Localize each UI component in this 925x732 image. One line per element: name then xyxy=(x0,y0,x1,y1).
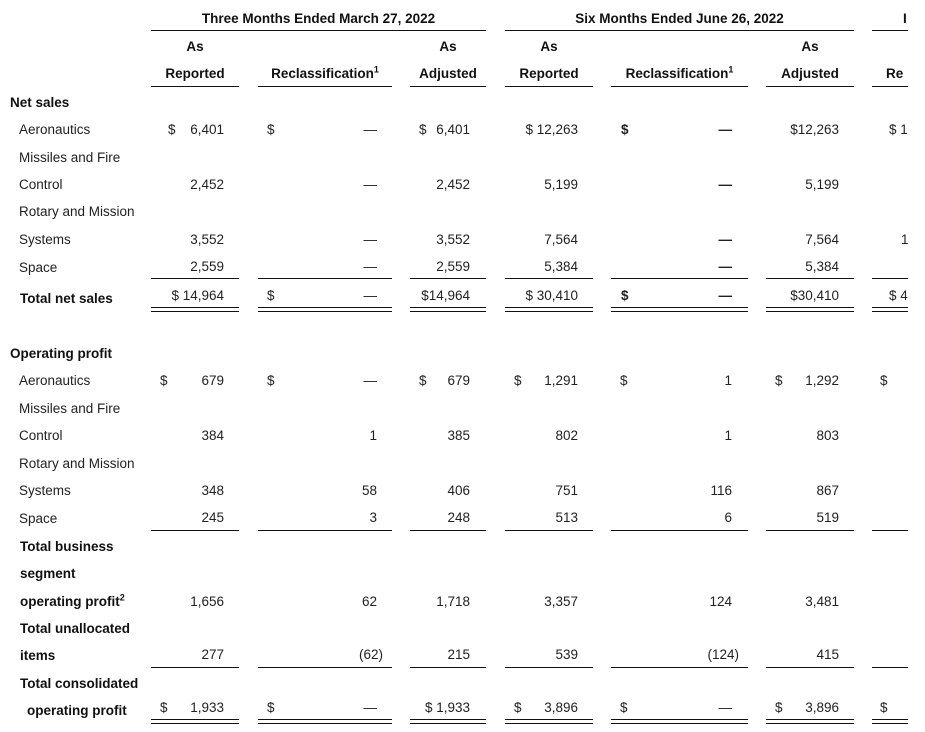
row-label: Rotary and Mission xyxy=(19,456,135,471)
cell-value: — xyxy=(718,177,732,192)
currency-symbol: $ xyxy=(160,373,168,388)
cell-value: — xyxy=(718,122,732,137)
total-double-line xyxy=(258,719,392,724)
cell-value: 2,559 xyxy=(190,259,224,274)
cell-value-total: $ 14,964 xyxy=(171,288,224,303)
cell-value: (62) xyxy=(358,647,383,662)
cell-value: 6,401 xyxy=(436,122,470,137)
cell-value: 3,552 xyxy=(190,232,224,247)
subtotal-line xyxy=(505,530,593,531)
col-header-as: As xyxy=(540,39,558,54)
col-header-reported: Reported xyxy=(165,66,225,81)
col-underline xyxy=(872,86,908,87)
cell-value: 277 xyxy=(201,647,224,662)
reclass-text: Reclassification xyxy=(625,66,729,81)
row-label: Rotary and Mission xyxy=(19,204,135,219)
col-header-adjusted: Adjusted xyxy=(781,66,839,81)
cell-value: 348 xyxy=(201,483,224,498)
subtotal-line xyxy=(258,530,392,531)
cell-value: 62 xyxy=(361,594,377,609)
row-label-total: Total consolidated xyxy=(20,676,139,691)
section-title-operating-profit: Operating profit xyxy=(10,346,112,361)
total-double-line xyxy=(151,307,239,312)
row-label-total: Total business xyxy=(20,539,114,554)
footnote-ref: 1 xyxy=(728,64,734,75)
row-label: Aeronautics xyxy=(19,373,91,388)
col-header-as: As xyxy=(801,39,819,54)
currency-symbol: $ xyxy=(168,122,176,137)
total-double-line xyxy=(872,307,908,312)
subtotal-line xyxy=(611,530,748,531)
col-header-reclassification xyxy=(611,66,748,81)
subtotal-line xyxy=(872,530,908,531)
cell-value: — xyxy=(363,373,377,388)
cell-value: 3,552 xyxy=(436,232,470,247)
total-double-line xyxy=(410,307,486,312)
section-title-net-sales: Net sales xyxy=(10,95,70,110)
cell-value: 751 xyxy=(555,483,578,498)
cell-value-total: — xyxy=(363,288,377,303)
col-header-adjusted: Adjusted xyxy=(419,66,477,81)
row-label: Missiles and Fire xyxy=(19,150,121,165)
footnote-ref: 1 xyxy=(373,64,379,75)
cell-value: 1,291 xyxy=(544,373,578,388)
cell-value: — xyxy=(363,122,377,137)
currency-symbol: $ xyxy=(621,122,629,137)
col-header-reported: Reported xyxy=(519,66,579,81)
cell-value: 679 xyxy=(201,373,224,388)
row-label-total: Total net sales xyxy=(20,291,113,306)
currency-symbol: $ xyxy=(267,122,275,137)
cell-value: 1 xyxy=(724,373,732,388)
cell-value-total: 3,896 xyxy=(805,700,839,715)
subtotal-line xyxy=(611,667,748,668)
subtotal-line xyxy=(258,667,392,668)
cell-value: 6 xyxy=(724,510,732,525)
cell-value: 2,452 xyxy=(190,177,224,192)
cell-value-total: — xyxy=(718,700,732,715)
currency-symbol: $ xyxy=(419,373,427,388)
cell-value: 384 xyxy=(201,428,224,443)
footnote-ref: 2 xyxy=(119,592,125,603)
currency-symbol: $ xyxy=(775,373,783,388)
column-group-six-months: Six Months Ended June 26, 2022 xyxy=(575,11,784,26)
cell-value: 867 xyxy=(816,483,839,498)
subtotal-line xyxy=(766,278,854,279)
cell-value: 1,656 xyxy=(190,594,224,609)
cell-value-total: $14,964 xyxy=(421,288,470,303)
cell-value: 3,357 xyxy=(544,594,578,609)
row-label-total: operating profit xyxy=(27,703,127,718)
subtotal-line xyxy=(410,667,486,668)
cell-value: 124 xyxy=(709,594,732,609)
currency-symbol: $ xyxy=(621,288,629,303)
currency-symbol: $ xyxy=(267,373,275,388)
currency-symbol: $ xyxy=(419,122,427,137)
row-label: Aeronautics xyxy=(19,122,91,137)
value-text: 12,263 xyxy=(536,122,578,137)
cell-value: 539 xyxy=(555,647,578,662)
cell-value: 803 xyxy=(816,428,839,443)
cell-value: 6,401 xyxy=(190,122,224,137)
cell-value: 5,384 xyxy=(544,259,578,274)
total-double-line xyxy=(611,719,748,724)
reclass-text: Reclassification xyxy=(271,66,374,81)
subtotal-line xyxy=(766,667,854,668)
cell-value: 248 xyxy=(447,510,470,525)
total-double-line xyxy=(872,719,908,724)
total-double-line xyxy=(410,719,486,724)
total-double-line xyxy=(611,307,748,312)
row-label-total: Total unallocated xyxy=(20,621,131,636)
currency-symbol: $ xyxy=(267,288,275,303)
col-header-reclassification xyxy=(258,66,392,81)
group-underline xyxy=(505,30,854,31)
cell-value: 385 xyxy=(447,428,470,443)
col-header-as: As xyxy=(186,39,204,54)
value-text: 1 xyxy=(900,122,908,137)
cell-value: 3 xyxy=(369,510,377,525)
total-double-line xyxy=(505,719,593,724)
col-underline xyxy=(410,86,486,87)
cell-value: 7,564 xyxy=(805,232,839,247)
cell-value: 406 xyxy=(447,483,470,498)
total-double-line xyxy=(766,307,854,312)
cell-value: — xyxy=(363,259,377,274)
cell-value: 2,559 xyxy=(436,259,470,274)
cell-value: 245 xyxy=(201,510,224,525)
row-label-total xyxy=(20,594,125,609)
row-label-total: segment xyxy=(20,566,76,581)
subtotal-line xyxy=(766,530,854,531)
cell-value: 58 xyxy=(361,483,377,498)
subtotal-line xyxy=(505,278,593,279)
cell-value: 2,452 xyxy=(436,177,470,192)
row-label: Systems xyxy=(19,232,71,247)
subtotal-line xyxy=(258,278,392,279)
cell-value: 1,718 xyxy=(436,594,470,609)
col-underline xyxy=(611,86,748,87)
col-underline xyxy=(258,86,392,87)
row-label: Space xyxy=(19,260,58,275)
total-double-line xyxy=(505,307,593,312)
cell-value: 679 xyxy=(447,373,470,388)
cell-value: 5,199 xyxy=(805,177,839,192)
row-label-total: items xyxy=(20,648,56,663)
subtotal-line xyxy=(410,530,486,531)
currency-symbol: $ xyxy=(160,700,168,715)
row-label: Control xyxy=(19,428,63,443)
cell-value: 215 xyxy=(447,647,470,662)
cell-value-partial: $ 1 xyxy=(889,122,908,137)
cell-value: (124) xyxy=(707,647,739,662)
cell-value: 116 xyxy=(710,483,732,498)
total-double-line xyxy=(151,719,239,724)
cell-value: 415 xyxy=(816,647,839,662)
currency-symbol: $ xyxy=(620,700,628,715)
subtotal-line xyxy=(505,667,593,668)
total-double-line xyxy=(258,307,392,312)
label-text: operating profit xyxy=(20,594,120,609)
currency-symbol: $ xyxy=(775,700,783,715)
col-underline xyxy=(505,86,593,87)
subtotal-line xyxy=(151,278,239,279)
cell-value-total: $ 30,410 xyxy=(525,288,578,303)
cell-value-total: — xyxy=(718,288,732,303)
row-label: Control xyxy=(19,177,63,192)
column-group-partial: I xyxy=(903,11,907,26)
col-underline xyxy=(766,86,854,87)
cell-value: 7,564 xyxy=(544,232,578,247)
cell-value-total: — xyxy=(363,700,377,715)
total-double-line xyxy=(766,719,854,724)
currency-symbol: $ xyxy=(514,373,522,388)
subtotal-line xyxy=(151,530,239,531)
cell-value-partial: 1 xyxy=(901,232,909,247)
cell-value: — xyxy=(363,232,377,247)
cell-value: 1 xyxy=(369,428,377,443)
subtotal-line xyxy=(611,278,748,279)
row-label: Systems xyxy=(19,483,71,498)
cell-value: $12,263 xyxy=(790,122,839,137)
col-header-as: As xyxy=(439,39,457,54)
cell-value: — xyxy=(718,232,732,247)
group-underline xyxy=(872,30,908,31)
subtotal-line xyxy=(872,278,908,279)
cell-value-partial: $ 4 xyxy=(889,288,908,303)
column-group-three-months: Three Months Ended March 27, 2022 xyxy=(201,11,436,26)
cell-value: 1,292 xyxy=(805,373,839,388)
subtotal-line xyxy=(872,667,908,668)
col-header-reported-partial: Re xyxy=(886,66,904,81)
cell-value: 519 xyxy=(816,510,839,525)
cell-value: 513 xyxy=(555,510,578,525)
cell-value: 3,481 xyxy=(805,594,839,609)
subtotal-line xyxy=(410,278,486,279)
cell-value: — xyxy=(718,259,732,274)
cell-value-total: 1,933 xyxy=(190,700,224,715)
cell-value-total: 3,896 xyxy=(544,700,578,715)
cell-value: — xyxy=(363,177,377,192)
cell-value: 802 xyxy=(555,428,578,443)
cell-value: 1 xyxy=(724,428,732,443)
cell-value: $ 12,263 xyxy=(525,122,578,137)
cell-value-total: $ 1,933 xyxy=(424,700,470,715)
row-label: Space xyxy=(19,511,58,526)
currency-symbol: $ xyxy=(267,700,275,715)
currency-symbol-partial: $ xyxy=(880,700,888,715)
currency-symbol: $ xyxy=(514,700,522,715)
col-underline xyxy=(151,86,239,87)
row-label: Missiles and Fire xyxy=(19,401,121,416)
cell-value: 5,384 xyxy=(805,259,839,274)
subtotal-line xyxy=(151,667,239,668)
currency-symbol-partial: $ xyxy=(880,373,888,388)
currency-symbol: $ xyxy=(620,373,628,388)
cell-value: 5,199 xyxy=(544,177,578,192)
cell-value-total: $30,410 xyxy=(790,288,839,303)
group-underline xyxy=(151,30,486,31)
